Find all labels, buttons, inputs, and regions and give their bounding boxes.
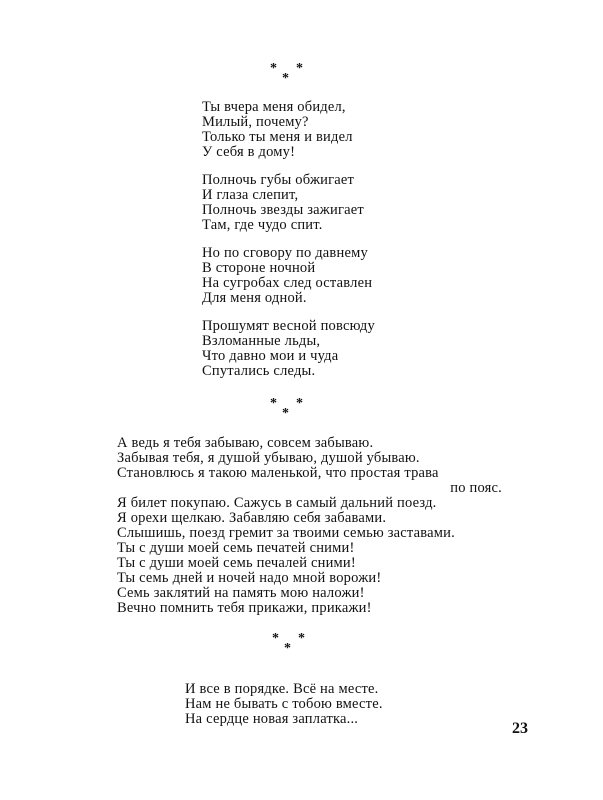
poem-line: Слышишь, поезд гремит за твоими семью заставами. <box>117 525 455 541</box>
poem-line: Полночь губы обжигает <box>202 172 355 188</box>
asterisk-icon: * <box>298 631 305 646</box>
poem-1 <box>202 100 375 379</box>
stanza <box>202 100 375 160</box>
poem-2 <box>117 436 502 616</box>
poem-line: В стороне ночной <box>202 260 316 276</box>
asterisk-icon: * <box>270 61 277 76</box>
asterisk-icon: * <box>282 71 289 86</box>
asterisk-icon: * <box>296 396 303 411</box>
poem-line: А ведь я тебя забываю, совсем забываю. <box>117 435 374 451</box>
poem-line: И все в порядке. Всё на месте. <box>185 681 379 697</box>
asterisk-icon: * <box>272 631 279 646</box>
poem-line: На сугробах след оставлен <box>202 275 373 291</box>
asterisk-icon: * <box>270 396 277 411</box>
poem-line: На сердце новая заплатка... <box>185 711 359 727</box>
section-separator <box>272 632 312 654</box>
stanza <box>202 319 375 379</box>
poem-line-continuation: по пояс. <box>450 480 502 496</box>
poem-line: Что давно мои и чуда <box>202 348 339 364</box>
asterisk-icon: * <box>284 641 291 656</box>
poem-line: И глаза слепит, <box>202 187 299 203</box>
poem-line: Только ты меня и видел <box>202 129 353 145</box>
section-separator <box>270 397 310 419</box>
poem-line: Прошумят весной повсюду <box>202 318 375 334</box>
poem-line: Семь заклятий на память мою наложи! <box>117 585 365 601</box>
asterisk-icon: * <box>282 406 289 421</box>
poem-line: У себя в дому! <box>202 144 296 160</box>
poem-line: Спутались следы. <box>202 363 316 379</box>
poem-line: Взломанные льды, <box>202 333 321 349</box>
poem-line: Там, где чудо спит. <box>202 217 323 233</box>
poem-line: Я билет покупаю. Сажусь в самый дальний поезд. <box>117 495 437 511</box>
poem-line: Я орехи щелкаю. Забавляю себя забавами. <box>117 510 387 526</box>
poem-line: Становлюсь я такою маленькой, что простая трава <box>117 465 439 481</box>
stanza <box>202 246 375 306</box>
asterisk-icon: * <box>296 61 303 76</box>
stanza <box>202 173 375 233</box>
poem-line: Милый, почему? <box>202 114 309 130</box>
poem-line: Вечно помнить тебя прикажи, прикажи! <box>117 600 372 616</box>
poem-line: Ты с души моей семь печатей сними! <box>117 540 355 556</box>
page-number: 23 <box>512 720 528 737</box>
poem-line: Ты вчера меня обидел, <box>202 99 346 115</box>
poem-line: Для меня одной. <box>202 290 307 306</box>
poem-line: Но по сговору по давнему <box>202 245 368 261</box>
poem-line: Полночь звезды зажигает <box>202 202 364 218</box>
poem-3 <box>185 682 383 727</box>
poem-line: Нам не бывать с тобою вместе. <box>185 696 383 712</box>
poem-line: Забывая тебя, я душой убываю, душой убываю. <box>117 450 420 466</box>
section-separator <box>270 62 310 84</box>
poem-line: Ты семь дней и ночей надо мной ворожи! <box>117 570 382 586</box>
poem-line: Ты с души моей семь печалей сними! <box>117 555 356 571</box>
